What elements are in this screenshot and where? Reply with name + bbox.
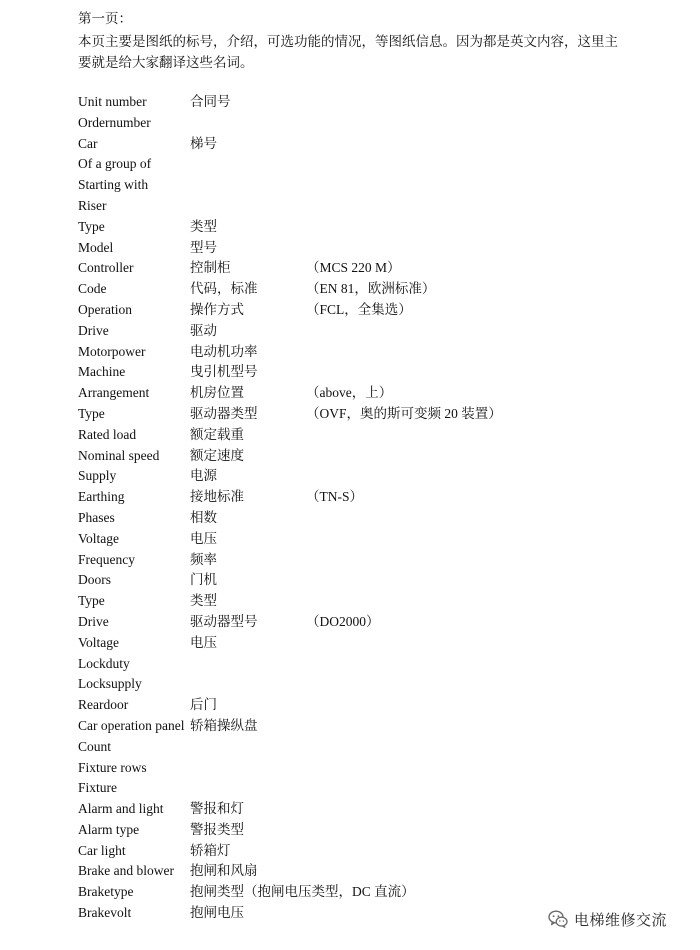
term-chinese: 额定速度 — [190, 447, 244, 463]
term-english: Of a group of — [78, 156, 152, 172]
term-english: Drive — [78, 613, 109, 629]
term-list — [78, 92, 638, 924]
term-chinese: 频率 — [190, 551, 217, 567]
term-note: （FCL，全集选） — [306, 301, 412, 317]
term-english: Nominal speed — [78, 447, 160, 463]
term-row — [78, 841, 638, 862]
term-note: （MCS 220 M） — [306, 260, 401, 276]
term-english: Voltage — [78, 530, 119, 546]
term-english: Motorpower — [78, 343, 146, 359]
term-english: Model — [78, 239, 114, 255]
term-note: （OVF，奥的斯可变频 20 装置） — [306, 405, 502, 421]
term-english: Controller — [78, 260, 134, 276]
term-chinese: 梯号 — [190, 135, 217, 151]
term-chinese: 警报和灯 — [190, 801, 244, 817]
term-chinese: 电压 — [190, 634, 217, 650]
term-english: Type — [78, 593, 105, 609]
term-row — [78, 466, 638, 487]
term-english: Ordernumber — [78, 114, 151, 130]
term-row — [78, 758, 638, 779]
term-row — [78, 217, 638, 238]
term-row — [78, 134, 638, 155]
term-english: Unit number — [78, 94, 147, 109]
term-english: Type — [78, 218, 105, 234]
term-english: Code — [78, 281, 107, 297]
term-row — [78, 550, 638, 571]
term-note: （EN 81，欧洲标准） — [306, 281, 436, 297]
term-english: Riser — [78, 197, 107, 213]
term-row — [78, 716, 638, 737]
term-row — [78, 508, 638, 529]
term-chinese: 电源 — [190, 468, 217, 484]
term-english: Count — [78, 738, 112, 754]
term-row — [78, 737, 638, 758]
term-row — [78, 383, 638, 404]
intro-line: 本页主要是图纸的标号，介绍，可选功能的情况，等图纸信息。因为都是英文内容，这里主 — [78, 34, 618, 49]
term-english: Brake and blower — [78, 863, 174, 879]
term-chinese: 接地标准 — [190, 489, 244, 505]
term-english: Fixture rows — [78, 759, 147, 775]
term-row — [78, 238, 638, 259]
term-english: Braketype — [78, 884, 134, 900]
term-chinese: 轿箱灯 — [190, 842, 231, 858]
term-row — [78, 196, 638, 217]
term-row — [78, 612, 638, 633]
term-english: Machine — [78, 364, 126, 380]
term-chinese: 抱闸电压 — [190, 905, 244, 921]
term-chinese: 警报类型 — [190, 821, 244, 837]
term-english: Starting with — [78, 177, 149, 193]
term-english: Supply — [78, 468, 117, 484]
watermark-text: 电梯维修交流 — [574, 910, 668, 929]
term-chinese: 轿箱操纵盘 — [190, 717, 258, 733]
term-english: Earthing — [78, 489, 125, 505]
term-row — [78, 778, 638, 799]
term-row — [78, 404, 638, 425]
term-row — [78, 154, 638, 175]
watermark — [548, 907, 667, 931]
term-row — [78, 633, 638, 654]
term-chinese: 控制柜 — [190, 260, 231, 276]
term-row — [78, 300, 638, 321]
term-row — [78, 92, 638, 113]
term-chinese: 操作方式 — [190, 301, 244, 317]
intro-line: 要就是给大家翻译这些名词。 — [78, 55, 254, 70]
term-chinese: 机房位置 — [190, 385, 244, 401]
term-english: Type — [78, 405, 105, 421]
term-chinese: 相数 — [190, 509, 217, 525]
term-row — [78, 487, 638, 508]
term-row — [78, 279, 638, 300]
term-row — [78, 529, 638, 550]
term-chinese: 抱闸类型（抱闸电压类型，DC 直流） — [190, 884, 415, 900]
term-row — [78, 446, 638, 467]
term-note: （DO2000） — [306, 613, 380, 629]
term-row — [78, 882, 638, 903]
term-row — [78, 258, 638, 279]
term-english: Car light — [78, 842, 126, 858]
term-chinese: 额定载重 — [190, 426, 244, 442]
term-english: Reardoor — [78, 697, 129, 713]
term-english: Alarm type — [78, 821, 140, 837]
term-row — [78, 342, 638, 363]
term-chinese: 抱闸和风扇 — [190, 863, 258, 879]
intro-paragraph — [78, 31, 658, 73]
term-row — [78, 425, 638, 446]
term-chinese: 类型 — [190, 218, 217, 234]
term-row — [78, 591, 638, 612]
term-chinese: 电动机功率 — [190, 343, 258, 359]
term-english: Drive — [78, 322, 109, 338]
term-chinese: 曳引机型号 — [190, 364, 258, 380]
term-note: （above，上） — [306, 385, 393, 401]
term-english: Voltage — [78, 634, 119, 650]
term-chinese: 驱动器型号 — [190, 613, 258, 629]
term-chinese: 类型 — [190, 593, 217, 609]
page-heading: 第一页： — [78, 11, 132, 26]
term-row — [78, 799, 638, 820]
term-english: Alarm and light — [78, 801, 164, 817]
term-row — [78, 175, 638, 196]
term-chinese: 代码，标准 — [190, 281, 258, 297]
wechat-icon — [548, 910, 568, 928]
term-english: Brakevolt — [78, 905, 132, 921]
term-row — [78, 674, 638, 695]
term-row — [78, 820, 638, 841]
term-english: Doors — [78, 572, 111, 588]
term-english: Frequency — [78, 551, 135, 567]
term-english: Fixture — [78, 780, 117, 796]
term-english: Operation — [78, 301, 132, 317]
term-row — [78, 362, 638, 383]
term-english: Car operation panel — [78, 717, 185, 733]
term-chinese: 驱动 — [190, 322, 217, 338]
term-chinese: 驱动器类型 — [190, 405, 258, 421]
term-chinese: 后门 — [190, 697, 217, 713]
term-row — [78, 695, 638, 716]
term-english: Phases — [78, 509, 115, 525]
term-row — [78, 861, 638, 882]
term-row — [78, 321, 638, 342]
term-english: Locksupply — [78, 676, 142, 692]
term-chinese: 型号 — [190, 239, 217, 255]
term-english: Car — [78, 135, 98, 151]
term-english: Arrangement — [78, 385, 150, 401]
term-row — [78, 113, 638, 134]
term-chinese: 门机 — [190, 572, 217, 588]
term-chinese: 合同号 — [190, 94, 231, 109]
term-chinese: 电压 — [190, 530, 217, 546]
term-row — [78, 654, 638, 675]
term-note: （TN-S） — [306, 489, 363, 505]
term-row — [78, 570, 638, 591]
term-english: Lockduty — [78, 655, 130, 671]
term-english: Rated load — [78, 426, 137, 442]
